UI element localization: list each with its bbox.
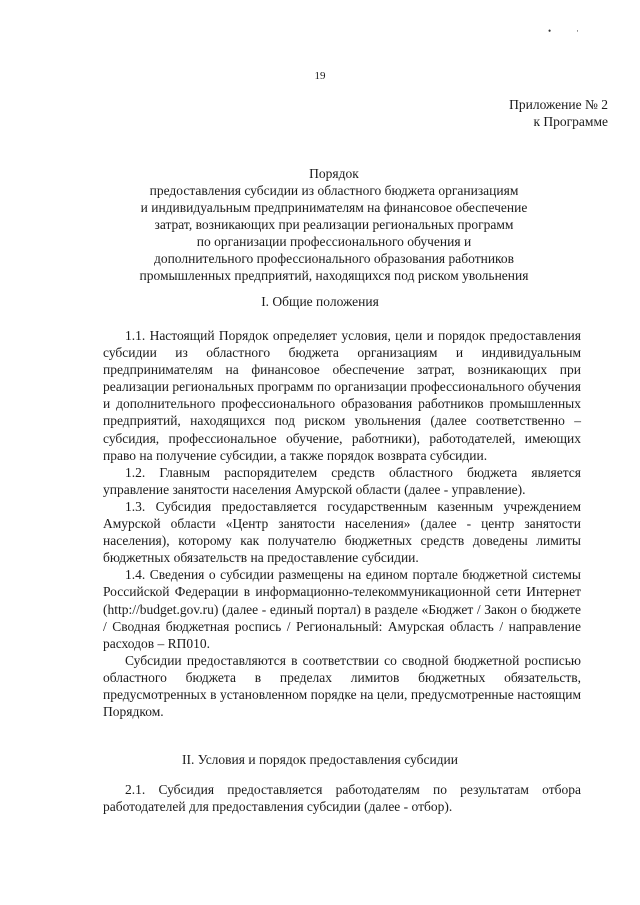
page-number: 19 (314, 70, 326, 82)
title-line: затрат, возникающих при реализации региональных программ (154, 217, 514, 232)
paragraph: 1.2. Главным распорядителем средств областного бюджета является управление занятости населения Амурской области (далее - управление). (103, 464, 581, 497)
paragraph: 1.4. Сведения о субсидии размещены на едином портале бюджетной системы Российской Федерации в информационно-телекоммуникационной сети Интернет (http://budget.gov.ru) (далее - единый портал) в разделе «Бюджет / Закон о бюджете / Сводная бюджетная роспись / Региональный: Амурская область / направление расходов – RП010. (103, 567, 581, 651)
title-line: и индивидуальным предпринимателям на финансовое обеспечение (140, 200, 528, 215)
document-title (104, 165, 564, 284)
appendix-line: Приложение № 2 (509, 97, 608, 112)
scan-mark: · (576, 26, 579, 36)
title-line: предоставления субсидии из областного бюджета организациям (149, 183, 519, 198)
scan-mark: • (548, 26, 552, 36)
title-line: по организации профессионального обучения и (196, 234, 472, 249)
title-line: Порядок (309, 166, 359, 181)
title-line: дополнительного профессионального образования работников (153, 251, 515, 266)
title-line: промышленных предприятий, находящихся под риском увольнения (139, 268, 529, 283)
paragraph: 1.1. Настоящий Порядок определяет условия, цели и порядок предоставления субсидии из областного бюджета организациям и индивидуальным предпринимателям на финансовое обеспечение затрат, возникающих при реализации региональных программ по организации профессионального обучения и дополнительного профессионального образования работников промышленных предприятий, находящихся под риском увольнения (далее соответственно – субсидия, профессиональное обучение, работники), работодателей, имеющих право на получение субсидии, а также порядок возврата субсидии. (103, 328, 581, 463)
section-body (103, 327, 581, 720)
paragraph: Субсидии предоставляются в соответствии со сводной бюджетной росписью областного бюджета в пределах лимитов бюджетных обязательств, предусмотренных в установленном порядке на цели, предусмотренные настоящим Порядком. (103, 652, 581, 720)
paragraph: 2.1. Субсидия предоставляется работодателям по результатам отбора работодателей для предоставления субсидии (далее - отбор). (103, 782, 581, 815)
section-heading: II. Условия и порядок предоставления субсидии (182, 752, 458, 767)
paragraph: 1.3. Субсидия предоставляется государственным казенным учреждением Амурской области «Центр занятости населения» (далее - центр занятости населения), которому как получателю бюджетных средств доведены лимиты бюджетных обязательств на предоставление субсидии. (103, 498, 581, 566)
section-body (103, 781, 581, 815)
appendix-reference (509, 96, 608, 130)
appendix-line: к Программе (533, 114, 608, 129)
section-heading: I. Общие положения (261, 294, 379, 309)
